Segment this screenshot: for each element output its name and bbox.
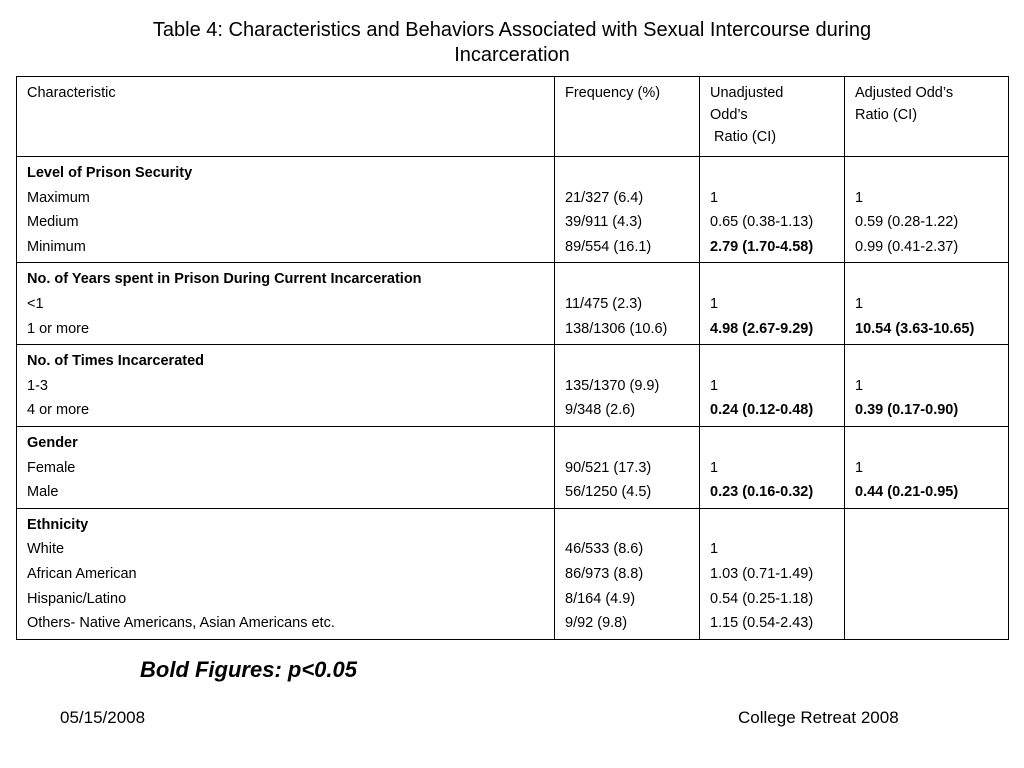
significance-note: Bold Figures: p<0.05 (140, 657, 357, 682)
frequency-cell (555, 157, 700, 263)
group-heading: Level of Prison Security (27, 165, 193, 181)
header-characteristic-label: Characteristic (27, 85, 116, 101)
adjusted-value (855, 537, 1000, 562)
header-unadjusted-line-1: Unadjusted (710, 85, 784, 101)
unadjusted-cell (700, 157, 845, 263)
frequency-value: 8/164 (4.9) (565, 590, 636, 607)
adjusted-value: 0.59 (0.28-1.22) (855, 214, 959, 231)
group-heading: Ethnicity (27, 516, 89, 533)
group-heading-spacer (855, 513, 1000, 538)
row-label: African American (27, 565, 137, 582)
group-heading: Gender (27, 434, 78, 451)
results-table (16, 76, 1009, 640)
adjusted-value: 1 (855, 459, 864, 476)
group-heading-spacer (710, 513, 836, 538)
table-group-row (17, 426, 1009, 508)
frequency-value: 86/973 (8.8) (565, 565, 644, 582)
group-heading-spacer (565, 349, 691, 374)
adjusted-cell (845, 345, 1009, 427)
group-heading-spacer (855, 267, 1000, 292)
title-line-1: Table 4: Characteristics and Behaviors Associated with Sexual Intercourse during (152, 19, 872, 41)
header-frequency-label: Frequency (%) (565, 85, 661, 101)
frequency-cell (555, 426, 700, 508)
row-label: Male (27, 484, 59, 501)
adjusted-value: 0.99 (0.41-2.37) (855, 238, 959, 255)
group-heading-spacer (710, 431, 836, 456)
adjusted-value: 1 (855, 189, 864, 206)
adjusted-value: 0.39 (0.17-0.90) (855, 402, 959, 419)
footer-date: 05/15/2008 (60, 708, 146, 727)
table-header-row (17, 77, 1009, 157)
adjusted-value: 1 (855, 377, 864, 394)
adjusted-cell (845, 157, 1009, 263)
unadjusted-value: 1 (710, 295, 719, 312)
adjusted-value: 0.44 (0.21-0.95) (855, 484, 959, 501)
title-line-2: Incarceration (454, 44, 570, 66)
unadjusted-value: 1 (710, 377, 719, 394)
group-heading: No. of Years spent in Prison During Current Incarceration (27, 271, 422, 288)
table-body (17, 77, 1009, 640)
group-heading-spacer (565, 161, 691, 186)
unadjusted-value: 0.54 (0.25-1.18) (710, 590, 814, 607)
row-label: Maximum (27, 189, 90, 206)
group-heading-spacer (855, 431, 1000, 456)
unadjusted-value: 0.23 (0.16-0.32) (710, 484, 814, 501)
group-heading-spacer (710, 267, 836, 292)
characteristic-cell (17, 263, 555, 345)
header-adjusted-line-1: Adjusted Odd’s (855, 85, 954, 101)
group-heading-spacer (565, 431, 691, 456)
adjusted-value: 1 (855, 295, 864, 312)
unadjusted-value: 0.24 (0.12-0.48) (710, 402, 814, 419)
frequency-value: 90/521 (17.3) (565, 459, 652, 476)
header-frequency (555, 77, 700, 157)
header-unadjusted (700, 77, 845, 157)
header-adjusted (845, 77, 1009, 157)
frequency-cell (555, 345, 700, 427)
unadjusted-value: 4.98 (2.67-9.29) (710, 320, 814, 337)
frequency-value: 138/1306 (10.6) (565, 320, 668, 337)
characteristic-cell (17, 157, 555, 263)
row-label: Hispanic/Latino (27, 590, 127, 607)
row-label: 1-3 (27, 377, 48, 394)
adjusted-value (855, 562, 1000, 587)
slide-title (60, 18, 964, 68)
frequency-value: 46/533 (8.6) (565, 541, 644, 558)
row-label: 4 or more (27, 402, 90, 419)
group-heading-spacer (710, 349, 836, 374)
frequency-value: 21/327 (6.4) (565, 189, 644, 206)
adjusted-cell (845, 426, 1009, 508)
group-heading-spacer (710, 161, 836, 186)
unadjusted-cell (700, 263, 845, 345)
unadjusted-cell (700, 508, 845, 639)
frequency-value: 89/554 (16.1) (565, 238, 652, 255)
footer-event: College Retreat 2008 (738, 708, 899, 727)
header-adjusted-line-2: Ratio (CI) (855, 107, 918, 123)
adjusted-cell (845, 263, 1009, 345)
frequency-cell (555, 263, 700, 345)
row-label: Minimum (27, 238, 86, 255)
characteristic-cell (17, 345, 555, 427)
frequency-value: 9/92 (9.8) (565, 615, 628, 632)
header-characteristic (17, 77, 555, 157)
table-group-row (17, 157, 1009, 263)
unadjusted-value: 1 (710, 541, 719, 558)
row-label: Female (27, 459, 76, 476)
unadjusted-value: 1.15 (0.54-2.43) (710, 615, 814, 632)
group-heading: No. of Times Incarcerated (27, 353, 205, 370)
group-heading-spacer (855, 161, 1000, 186)
frequency-value: 135/1370 (9.9) (565, 377, 660, 394)
header-unadjusted-line-2: Odd’s (710, 107, 748, 123)
frequency-value: 56/1250 (4.5) (565, 484, 652, 501)
table-group-row (17, 508, 1009, 639)
header-unadjusted-line-3: Ratio (CI) (710, 129, 777, 145)
row-label: Others- Native Americans, Asian Americans etc. (27, 615, 335, 632)
frequency-value: 11/475 (2.3) (565, 295, 643, 312)
row-label: White (27, 541, 65, 558)
unadjusted-value: 1 (710, 189, 719, 206)
characteristic-cell (17, 426, 555, 508)
characteristic-cell (17, 508, 555, 639)
adjusted-value (855, 611, 1000, 636)
frequency-value: 9/348 (2.6) (565, 402, 636, 419)
group-heading-spacer (565, 267, 691, 292)
unadjusted-value: 2.79 (1.70-4.58) (710, 238, 814, 255)
table-group-row (17, 345, 1009, 427)
unadjusted-value: 1.03 (0.71-1.49) (710, 565, 814, 582)
group-heading-spacer (565, 513, 691, 538)
adjusted-cell (845, 508, 1009, 639)
table-group-row (17, 263, 1009, 345)
group-heading-spacer (855, 349, 1000, 374)
frequency-cell (555, 508, 700, 639)
row-label: 1 or more (27, 320, 90, 337)
adjusted-value: 10.54 (3.63-10.65) (855, 320, 975, 337)
frequency-value: 39/911 (4.3) (565, 214, 643, 231)
unadjusted-cell (700, 345, 845, 427)
unadjusted-cell (700, 426, 845, 508)
row-label: Medium (27, 214, 79, 231)
unadjusted-value: 1 (710, 459, 719, 476)
unadjusted-value: 0.65 (0.38-1.13) (710, 214, 814, 231)
adjusted-value (855, 587, 1000, 612)
row-label: <1 (27, 295, 44, 312)
